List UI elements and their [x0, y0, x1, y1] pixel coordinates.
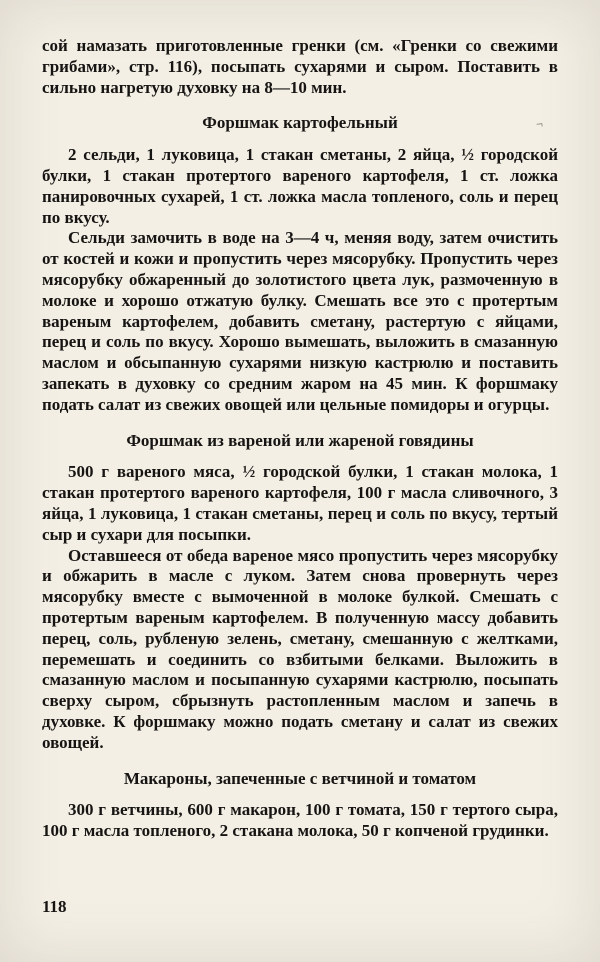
ingredients-paragraph: 300 г ветчины, 600 г макарон, 100 г томата, 150 г тертого сыра, 100 г масла топленого, 2 стакана молока, 50 г копченой грудинки. — [42, 800, 558, 841]
section-heading-forshmak-govyadina: Форшмак из вареной или жареной говядины — [126, 430, 474, 450]
method-paragraph: Оставшееся от обеда вареное мясо пропустить через мясорубку и обжарить в масле с луком. Затем снова провернуть через мясорубку вместе с вымоченной в молоке булкой. Смешать с протертым вареным картофелем. В полученную массу добавить перец, соль, рубленую зелень, сметану, смешанную с желтками, перемешать и соединить со взбитыми белками. Выложить в смазанную маслом и посыпанную сухарями кастрюлю, посыпать сверху сыром, сбрызнуть растопленным маслом и запечь в духовке. К форшмаку можно подать сметану и салат из свежих овощей. — [42, 545, 558, 752]
section-heading-forshmak-kartofelny: Форшмак картофельный — [202, 113, 398, 133]
ingredients-paragraph: 500 г вареного мяса, ½ городской булки, 1 стакан молока, 1 стакан протертого вареного картофеля, 100 г масла сливочного, 3 яйца, 1 луковица, 1 стакан сметаны, перец и соль по вкусу, тертый сыр и сухари для посыпки. — [42, 462, 558, 544]
scan-artifact-mark: ¬ — [535, 116, 544, 132]
paragraph-continuation: сой намазать приготовленные гренки (см. «Гренки со свежими грибами», стр. 116), посыпать сухарями и сыром. Поставить в сильно нагретую духовку на 8—10 мин. — [42, 36, 558, 97]
method-paragraph: Сельди замочить в воде на 3—4 ч, меняя воду, затем очистить от костей и кожи и пропустить через мясорубку. Пропустить через мясорубку обжаренный до золотистого цвета лук, размоченную в молоке и хорошо отжатую булку. Смешать все это с протертым вареным картофелем, добавить сметану, растертую с яйцами, перец и соль по вкусу. Хорошо вымешать, выложить в смазанную маслом и обсыпанную сухарями низкую кастрюлю и поставить запекать в духовку со средним жаром на 45 мин. К форшмаку подать салат из свежих овощей или цельные помидоры и огурцы. — [42, 228, 558, 414]
section-heading-makarony: Макароны, запеченные с ветчиной и томатом — [123, 768, 477, 788]
ingredients-paragraph: 2 сельди, 1 луковица, 1 стакан сметаны, 2 яйца, ½ городской булки, 1 стакан протертого вареного картофеля, 1 ст. ложка панировочных сухарей, 1 ст. ложка масла топленого, соль и перец по вкусу. — [42, 145, 558, 227]
page-number: 118 — [42, 897, 67, 917]
